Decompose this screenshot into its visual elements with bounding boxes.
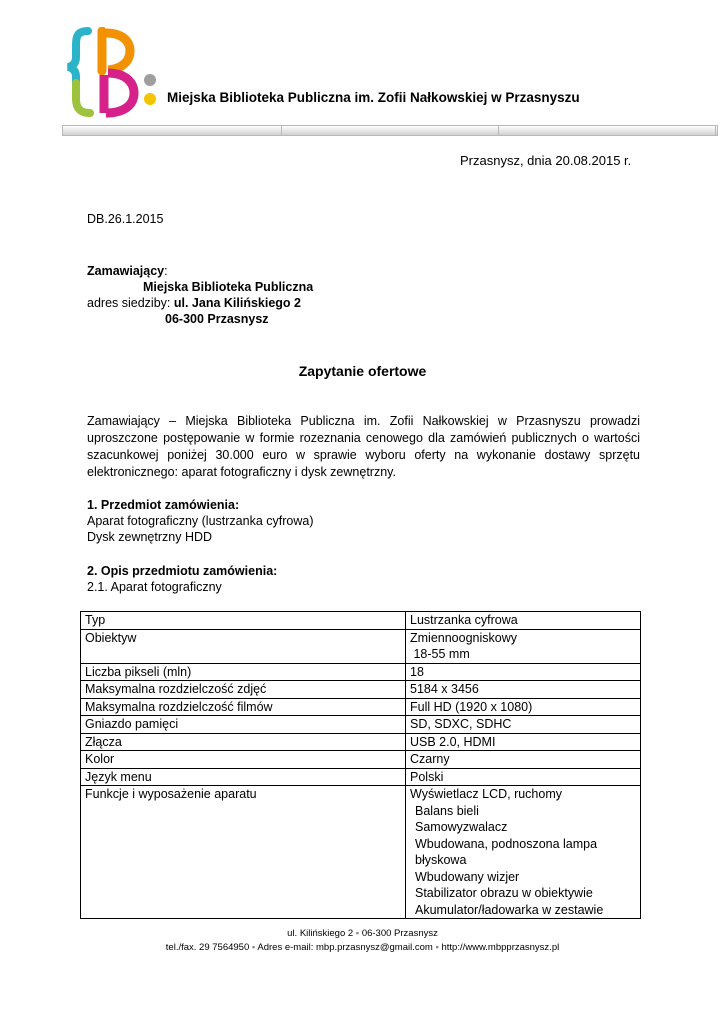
logo-teal-bracket xyxy=(68,31,88,85)
date-line: Przasnysz, dnia 20.08.2015 r. xyxy=(460,153,632,168)
table-cell-value: USB 2.0, HDMI xyxy=(406,733,641,751)
footer-separator: ▪ xyxy=(355,928,360,939)
feature-item: Wbudowany wizjer xyxy=(415,869,520,884)
table-cell-label: Typ xyxy=(81,612,406,630)
feature-item: błyskowa xyxy=(415,853,467,867)
logo-orange-bowl xyxy=(106,33,130,70)
orderer-label-colon: : xyxy=(164,264,168,278)
table-row xyxy=(81,629,641,663)
feature-item: Wyświetlacz LCD, ruchomy xyxy=(410,787,563,801)
spec-table xyxy=(80,611,641,919)
table-row xyxy=(81,698,641,716)
footer-email: Adres e-mail: mbp.przasnysz@gmail.com xyxy=(257,942,433,953)
footer-postal: 06-300 Przasnysz xyxy=(361,928,438,939)
table-cell-label: Obiektyw xyxy=(81,629,406,663)
section2-subheading: 2.1. Aparat fotograficzny xyxy=(87,580,222,594)
logo-green-bracket xyxy=(76,83,90,113)
table-cell-value: Czarny xyxy=(406,751,641,769)
feature-item: Wbudowana, podnoszona lampa xyxy=(415,836,598,851)
header-bar-segment xyxy=(498,126,499,135)
feature-item: Balans bieli xyxy=(415,803,479,818)
table-cell-value-line: 18-55 mm xyxy=(410,647,470,661)
table-row xyxy=(81,681,641,699)
table-cell-value: SD, SDXC, SDHC xyxy=(406,716,641,734)
header-bar-segment xyxy=(281,126,282,135)
section2-heading: 2. Opis przedmiotu zamówienia: xyxy=(87,564,278,578)
table-cell-label: Maksymalna rozdzielczość filmów xyxy=(81,698,406,716)
footer-separator: ▪ xyxy=(251,942,256,953)
library-logo xyxy=(64,27,160,119)
feature-item: Samowyzwalacz xyxy=(415,820,508,834)
table-cell-value: Full HD (1920 x 1080) xyxy=(406,698,641,716)
footer-contact-line xyxy=(0,942,725,953)
feature-item: Akumulator/ładowarka w zestawie xyxy=(415,902,604,917)
reference-number: DB.26.1.2015 xyxy=(87,212,164,226)
feature-item: Stabilizator obrazu w obiektywie xyxy=(415,886,593,900)
table-cell-value-line: Zmiennoogniskowy xyxy=(410,630,517,645)
orderer-address-prefix: adres siedziby: xyxy=(87,296,174,310)
table-cell-label: Liczba pikseli (mln) xyxy=(81,663,406,681)
table-cell-label: Kolor xyxy=(81,751,406,769)
table-row xyxy=(81,663,641,681)
table-cell-value xyxy=(406,629,641,663)
table-row xyxy=(81,733,641,751)
table-cell-label: Złącza xyxy=(81,733,406,751)
table-cell-value: 5184 x 3456 xyxy=(406,681,641,699)
table-cell-label: Gniazdo pamięci xyxy=(81,716,406,734)
document-title: Zapytanie ofertowe xyxy=(298,363,427,379)
table-cell-value: 18 xyxy=(406,663,641,681)
orderer-name: Miejska Biblioteka Publiczna xyxy=(143,280,314,294)
table-row xyxy=(81,768,641,786)
table-cell-label: Funkcje i wyposażenie aparatu xyxy=(81,786,406,919)
intro-paragraph: Zamawiający – Miejska Biblioteka Publiczna im. Zofii Nałkowskiej w Przasnyszu prowadzi uproszczone postępowanie w formie rozeznania cenowego dla zamówień publicznych o wartości szacunkowej poniżej 30.000 euro w sprawie wyboru oferty na wykonanie dostawy sprzętu elektronicznego: aparat fotograficzny i dysk zewnętrzny. xyxy=(87,414,640,479)
logo-magenta-bowl xyxy=(106,73,134,113)
table-cell-value: Lustrzanka cyfrowa xyxy=(406,612,641,630)
section1-item: Dysk zewnętrzny HDD xyxy=(87,530,213,544)
table-cell-label: Maksymalna rozdzielczość zdjęć xyxy=(81,681,406,699)
table-row xyxy=(81,786,641,919)
footer-web-link[interactable]: http://www.mbpprzasnysz.pl xyxy=(441,942,560,953)
footer-separator: ▪ xyxy=(435,942,439,953)
library-name: Miejska Biblioteka Publiczna im. Zofii Nałkowskiej w Przasnyszu xyxy=(167,90,580,105)
table-cell-value: Polski xyxy=(406,768,641,786)
header-bar-segment xyxy=(715,126,716,135)
table-cell-label: Język menu xyxy=(81,768,406,786)
footer-address-line xyxy=(0,928,725,939)
logo-grey-dot xyxy=(144,74,156,86)
orderer-label xyxy=(87,263,168,280)
table-row xyxy=(81,751,641,769)
section1-heading: 1. Przedmiot zamówienia: xyxy=(87,498,240,512)
header-divider-bar xyxy=(62,125,718,136)
footer-address: ul. Kilińskiego 2 xyxy=(287,928,354,939)
section1-item: Aparat fotograficzny (lustrzanka cyfrowa) xyxy=(87,514,314,528)
orderer-address xyxy=(87,295,301,312)
logo-yellow-dot xyxy=(144,93,156,105)
orderer-address-street: ul. Jana Kilińskiego 2 xyxy=(173,296,301,310)
table-row xyxy=(81,716,641,734)
orderer-label-text: Zamawiający xyxy=(87,264,165,278)
table-cell-features xyxy=(406,786,641,919)
table-row xyxy=(81,612,641,630)
footer-phone: tel./fax. 29 7564950 xyxy=(165,942,250,953)
orderer-postal-city: 06-300 Przasnysz xyxy=(165,312,269,326)
